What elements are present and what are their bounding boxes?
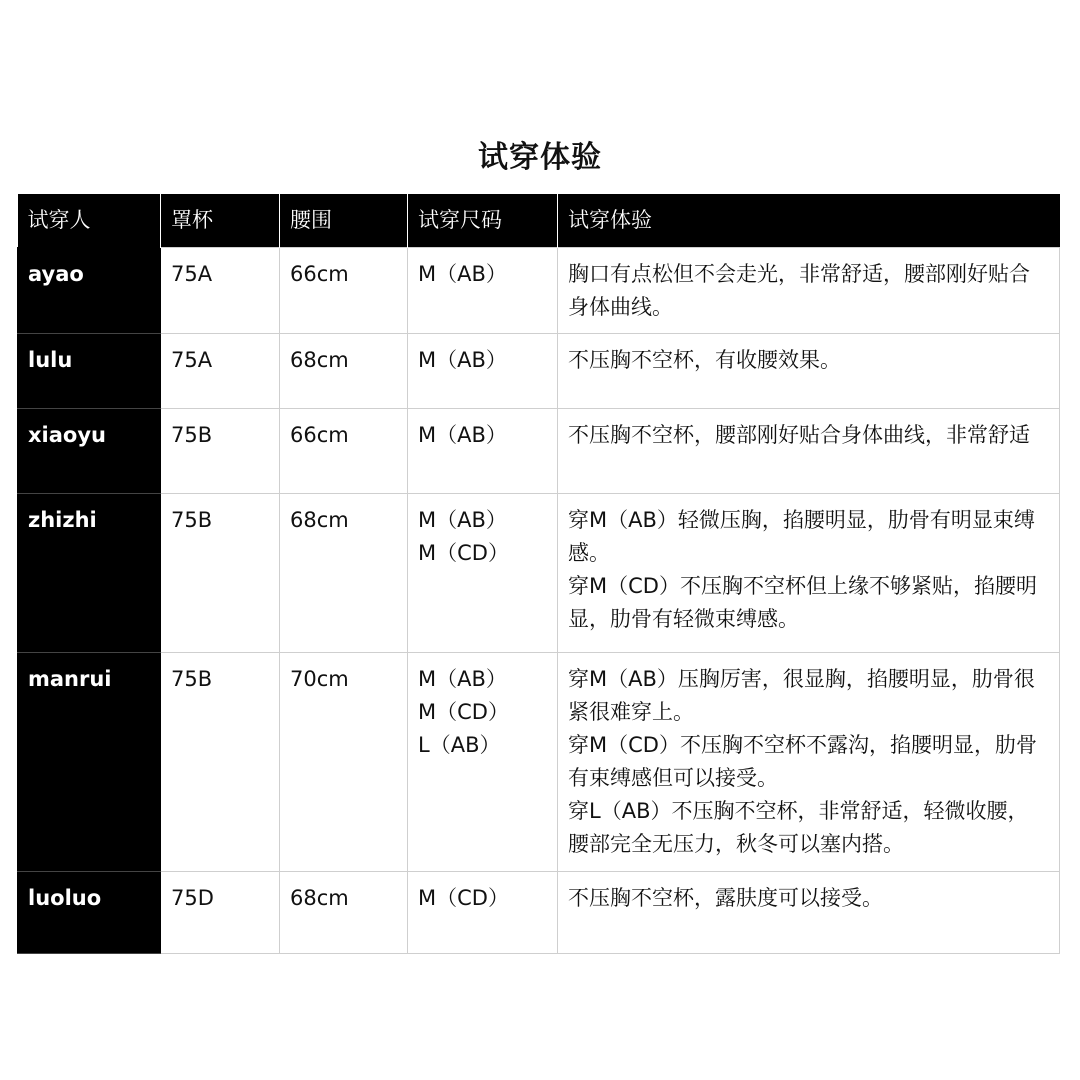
waist-cell: 68cm <box>280 334 408 409</box>
experience-text: 不压胸不空杯，露肤度可以接受。 <box>568 886 883 910</box>
table-row <box>18 334 1060 409</box>
experience-text: 不压胸不空杯，腰部刚好贴合身体曲线，非常舒适 <box>568 423 1030 447</box>
table-body <box>18 248 1060 954</box>
cup-cell: 75B <box>161 494 280 653</box>
table-row <box>18 872 1060 954</box>
cup-cell: 75D <box>161 872 280 954</box>
size-entry: M（AB） <box>418 348 507 372</box>
table-row <box>18 494 1060 653</box>
tester-name-cell: lulu <box>18 334 161 409</box>
size-entry: L（AB） <box>418 733 501 757</box>
cup-cell: 75A <box>161 248 280 334</box>
size-entry: M（AB） <box>418 667 507 691</box>
waist-cell: 68cm <box>280 494 408 653</box>
size-cell <box>408 248 558 334</box>
header-size: 试穿尺码 <box>408 194 558 248</box>
waist-cell: 70cm <box>280 653 408 872</box>
experience-cell <box>558 872 1060 954</box>
cup-cell: 75A <box>161 334 280 409</box>
tester-name-cell: manrui <box>18 653 161 872</box>
page-title: 试穿体验 <box>478 140 602 175</box>
size-cell <box>408 653 558 872</box>
header-cup: 罩杯 <box>161 194 280 248</box>
size-cell <box>408 334 558 409</box>
table-header-row <box>18 194 1060 248</box>
waist-cell: 68cm <box>280 872 408 954</box>
table-row <box>18 653 1060 872</box>
experience-text: 胸口有点松但不会走光，非常舒适，腰部刚好贴合身体曲线。 <box>568 262 1030 319</box>
experience-text: 穿M（AB）轻微压胸，掐腰明显，肋骨有明显束缚感。 <box>568 508 1035 565</box>
header-experience: 试穿体验 <box>558 194 1060 248</box>
tester-name-cell: xiaoyu <box>18 409 161 494</box>
experience-text: 穿M（CD）不压胸不空杯不露沟，掐腰明显，肋骨有束缚感但可以接受。 <box>568 733 1037 790</box>
experience-cell <box>558 494 1060 653</box>
fit-experience-table <box>17 194 1060 954</box>
size-entry: M（CD） <box>418 700 509 724</box>
experience-text: 穿M（CD）不压胸不空杯但上缘不够紧贴，掐腰明显，肋骨有轻微束缚感。 <box>568 574 1037 631</box>
size-entry: M（CD） <box>418 541 509 565</box>
size-cell <box>408 872 558 954</box>
size-cell <box>408 409 558 494</box>
experience-cell <box>558 334 1060 409</box>
size-entry: M（AB） <box>418 423 507 447</box>
size-cell <box>408 494 558 653</box>
experience-cell <box>558 409 1060 494</box>
experience-text: 穿L（AB）不压胸不空杯，非常舒适，轻微收腰，腰部完全无压力，秋冬可以塞内搭。 <box>568 799 1029 856</box>
table-row <box>18 248 1060 334</box>
cup-cell: 75B <box>161 653 280 872</box>
size-entry: M（AB） <box>418 262 507 286</box>
experience-cell <box>558 248 1060 334</box>
experience-text: 穿M（AB）压胸厉害，很显胸，掐腰明显，肋骨很紧很难穿上。 <box>568 667 1035 724</box>
tester-name-cell: zhizhi <box>18 494 161 653</box>
size-entry: M（AB） <box>418 508 507 532</box>
experience-cell <box>558 653 1060 872</box>
experience-text: 不压胸不空杯，有收腰效果。 <box>568 348 841 372</box>
tester-name-cell: luoluo <box>18 872 161 954</box>
waist-cell: 66cm <box>280 409 408 494</box>
header-tester: 试穿人 <box>18 194 161 248</box>
cup-cell: 75B <box>161 409 280 494</box>
header-waist: 腰围 <box>280 194 408 248</box>
size-entry: M（CD） <box>418 886 509 910</box>
tester-name-cell: ayao <box>18 248 161 334</box>
table-row <box>18 409 1060 494</box>
waist-cell: 66cm <box>280 248 408 334</box>
